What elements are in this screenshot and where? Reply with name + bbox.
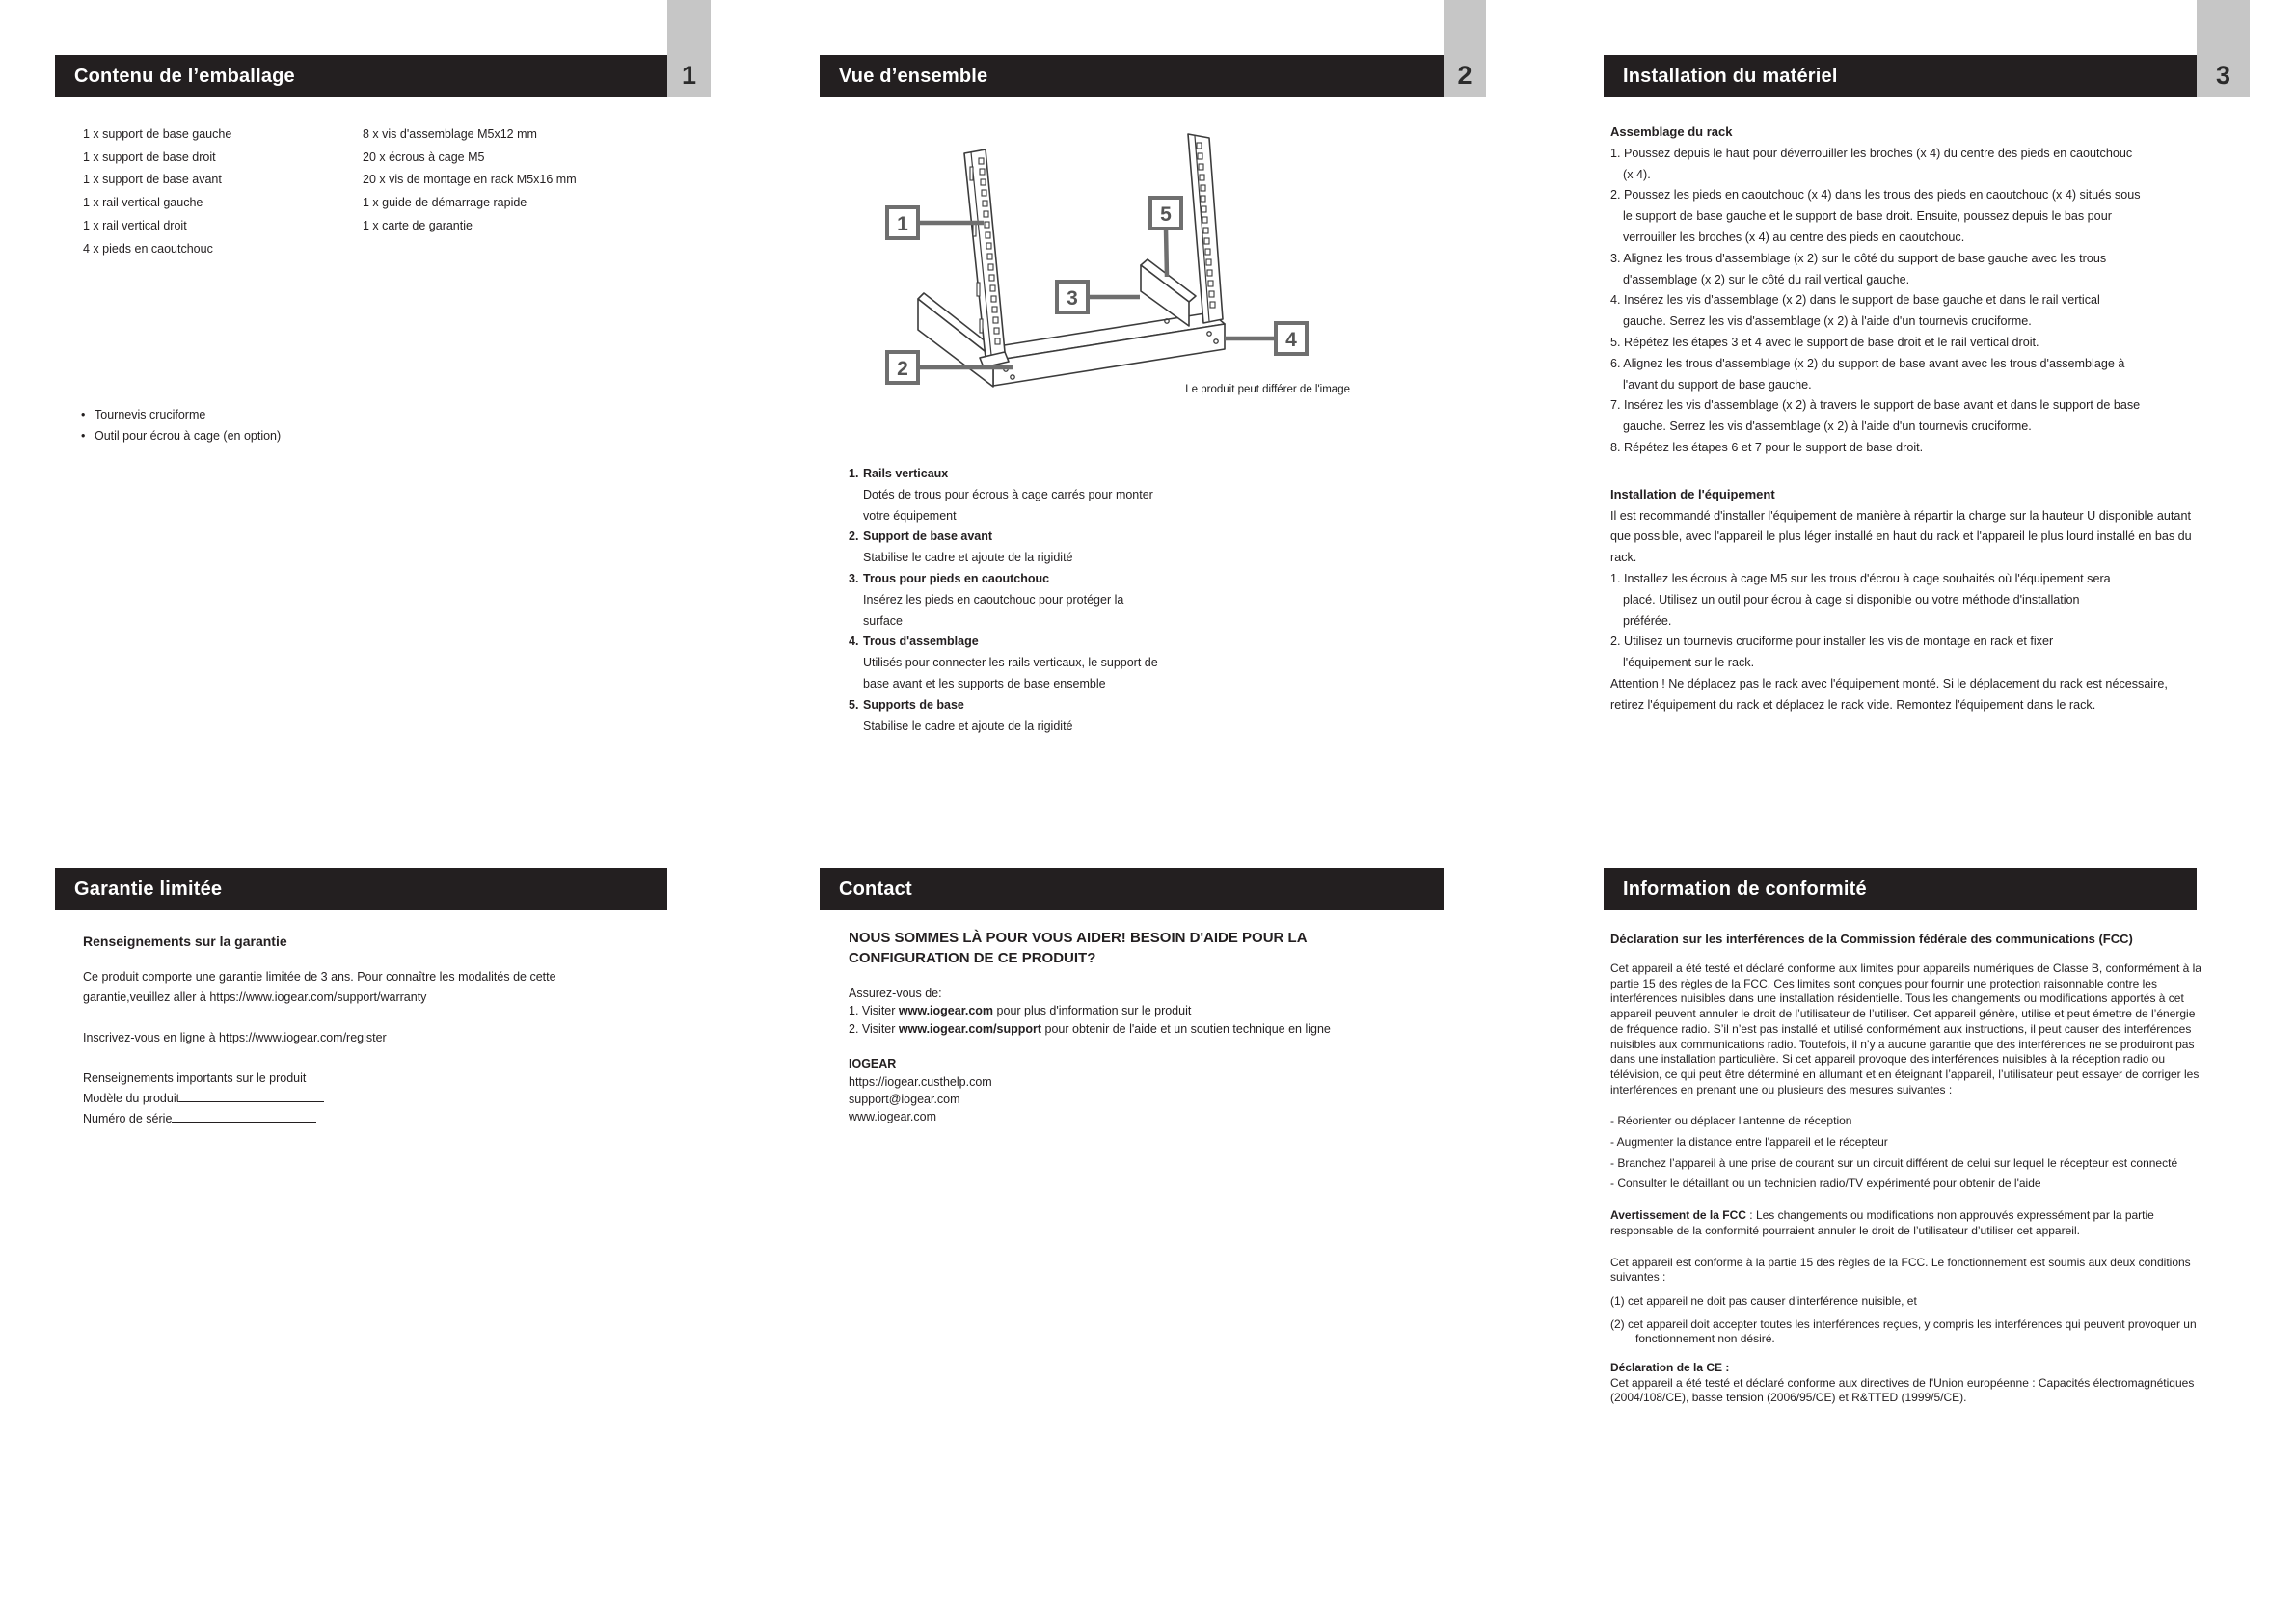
warranty-section: [83, 932, 628, 1129]
fcc-warning: Avertissement de la FCC : Les changements ou modifications non approuvés expressément par la partie responsable de la conformité pourraient annuler le droit de l’utilisateur d’utiliser cet appareil.: [1610, 1208, 2154, 1237]
website-link: www.iogear.com/support: [898, 1021, 1042, 1036]
section-title: Contenu de l’emballage: [74, 65, 295, 87]
model-blank-line: [179, 1090, 324, 1102]
contact-headline: NOUS SOMMES LÀ POUR VOUS AIDER! BESOIN D'AIDE POUR LA CONFIGURATION DE CE PRODUIT?: [849, 930, 1307, 966]
packing-item: 20 x écrous à cage M5: [363, 149, 485, 164]
equipment-intro: Il est recommandé d'installer l'équipement de manière à répartir la charge sur la hauteur U disponible autant que possible, avec l'appareil le plus léger installé en haut du rack et l'appareil le plus lourd installé en bas du rack.: [1610, 508, 2192, 565]
remedy-item: - Augmenter la distance entre l'appareil et le récepteur: [1610, 1135, 1888, 1150]
requirement-item: • Outil pour écrou à cage (en option): [81, 425, 281, 447]
section-title: Vue d’ensemble: [839, 65, 988, 87]
bullet-icon: •: [81, 429, 86, 443]
callout-5: [1150, 198, 1181, 229]
website-link: www.iogear.com: [898, 1004, 994, 1018]
equipment-step: 2. Utilisez un tournevis cruciforme pour installer les vis de montage en rack et fixer l'équipement sur le rack.: [1610, 635, 2054, 670]
section-title: Garantie limitée: [74, 878, 223, 900]
packing-item: 1 x rail vertical gauche: [83, 196, 203, 210]
svg-text:1: 1: [897, 213, 908, 235]
callout-3: [1057, 282, 1088, 312]
svg-text:2: 2: [897, 358, 908, 380]
equipment-step: 1. Installez les écrous à cage M5 sur les trous d'écrou à cage souhaités où l'équipement sera placé. Utilisez un outil pour écrou à cage si disponible ou votre méthode d'installation préférée.: [1610, 571, 2111, 628]
packing-item: 1 x support de base droit: [83, 149, 216, 164]
rack-step: 6. Alignez les trous d'assemblage (x 2) du support de base avant avec les trous d'assemblage à l'avant du support de base gauche.: [1610, 356, 2125, 392]
packing-item: 20 x vis de montage en rack M5x16 mm: [363, 173, 577, 187]
packing-item: 1 x carte de garantie: [363, 218, 473, 232]
leader-5: [1166, 229, 1167, 277]
rack-step: 7. Insérez les vis d'assemblage (x 2) à travers le support de base avant et dans le support de base gauche. Serrez les vis d'assemblage (x 2) à l'aide d'un tournevis cruciforme.: [1610, 398, 2141, 434]
warranty-subtitle: Renseignements sur la garantie: [83, 934, 287, 949]
header-packing: [55, 55, 667, 97]
requirements-list: [81, 404, 281, 447]
page-tab-1: [667, 0, 711, 97]
svg-text:5: 5: [1160, 203, 1172, 226]
page-number: 3: [2215, 61, 2231, 90]
serial-line: Numéro de série: [83, 1109, 628, 1129]
contact-links: [849, 1073, 1456, 1126]
warranty-terms: Ce produit comporte une garantie limitée de 3 ans. Pour connaître les modalités de cette garantie,veuillez aller à https://www.iogear.com/support/warranty: [83, 970, 556, 1004]
warranty-important: Renseignements importants sur le produit: [83, 1071, 307, 1085]
model-line: Modèle du produit: [83, 1089, 628, 1109]
condition-item: (2) cet appareil doit accepter toutes les interférences reçues, y compris les interférences qui peuvent provoquer un fonctionnement non désiré.: [1610, 1316, 2197, 1346]
rack-diagram: [849, 130, 1350, 402]
remedy-item: - Consulter le détaillant ou un technicien radio/TV expérimenté pour obtenir de l'aide: [1610, 1177, 2041, 1191]
section-title: Contact: [839, 878, 912, 900]
compliance-section: [1610, 932, 2208, 1406]
legend-item: 1. Rails verticaux Dotés de trous pour écrous à cage carrés pour monter votre équipement: [849, 467, 1153, 523]
remedy-item: - Réorienter ou déplacer l'antenne de réception: [1610, 1114, 1852, 1128]
rack-steps: [1610, 144, 2202, 459]
packing-item: 1 x rail vertical droit: [83, 218, 187, 232]
svg-text:4: 4: [1285, 329, 1297, 351]
equipment-heading: Installation de l'équipement: [1610, 486, 1775, 501]
page-number: 2: [1457, 61, 1472, 90]
page-tab-2: [1444, 0, 1486, 97]
packing-list-left: [83, 123, 231, 260]
section-title: Installation du matériel: [1623, 65, 1838, 87]
rack-step: 5. Répétez les étapes 3 et 4 avec le support de base droit et le rail vertical droit.: [1610, 335, 2039, 349]
fcc-conditions: [1610, 1294, 2208, 1347]
diagram-legend: [849, 464, 1263, 737]
contact-step: 2. Visiter www.iogear.com/support pour obtenir de l'aide et un soutien technique en ligne: [849, 1021, 1331, 1036]
section-title: Information de conformité: [1623, 878, 1867, 900]
header-installation: [1604, 55, 2197, 97]
header-warranty: [55, 868, 667, 910]
packing-item: 8 x vis d'assemblage M5x12 mm: [363, 127, 537, 141]
contact-link: support@iogear.com: [849, 1093, 960, 1107]
ce-body: Cet appareil a été testé et déclaré conforme aux directives de l'Union européenne : Capacités électromagnétiques (2004/108/CE), basse tension (2006/95/CE) et R&TTED (1999/5/CE).: [1610, 1375, 2195, 1405]
page-number: 1: [681, 61, 697, 90]
warranty-register: Inscrivez-vous en ligne à https://www.iogear.com/register: [83, 1031, 387, 1044]
rack-step: 2. Poussez les pieds en caoutchouc (x 4) dans les trous des pieds en caoutchouc (x 4) situés sous le support de base gauche et le support de base droit. Ensuite, poussez depuis le bas pour verrouiller les broches (x 4) au centre des pieds en caoutchouc.: [1610, 188, 2141, 244]
fcc-statement: Cet appareil a été testé et déclaré conforme aux limites pour appareils numériques de Classe B, conformément à la partie 15 des règles de la FCC. Ces limites sont conçues pour fournir une protection raisonnable contre les interférences nuisibles dans une installation résidentielle. Tous les changements ou modifications apportés à cet appareil peuvent annuler le droit de l’utilisateur de l’utiliser. Cet appareil génère, utilise et peut émettre de l’énergie de fréquence radio. S’il n’est pas installé et utilisé conformément aux instructions, il peut causer des interférences nuisibles aux communications radio. Toutefois, il n’y a aucune garantie que des interférences ne se produiront pas dans une installation particulière. Si cet appareil provoque des interférences nuisibles à la réception radio ou télévision, ce qui peut être déterminé en allumant et en éteignant l’appareil, l’utilisateur peut essayer de corriger les interférences en prenant une ou plusieurs des mesures suivantes :: [1610, 961, 2201, 1096]
packing-item: 1 x guide de démarrage rapide: [363, 196, 527, 210]
contact-link: www.iogear.com: [849, 1110, 937, 1124]
contact-section: [849, 928, 1456, 1126]
brand-name: IOGEAR: [849, 1057, 897, 1071]
rack-step: 4. Insérez les vis d'assemblage (x 2) dans le support de base gauche et dans le rail vertical gauche. Serrez les vis d'assemblage (x 2) à l'aide d'un tournevis cruciforme.: [1610, 293, 2100, 329]
ce-heading: Déclaration de la CE :: [1610, 1361, 1730, 1375]
page-tab-3: [2197, 0, 2250, 97]
caution-note: Attention ! Ne déplacez pas le rack avec l'équipement monté. Si le déplacement du rack est nécessaire, retirez l'équipement du rack et déplacez le rack vide. Remontez l'équipement dans le rack.: [1610, 676, 2168, 712]
ce-declaration: [1610, 1361, 2208, 1406]
rack-step: 8. Répétez les étapes 6 et 7 pour le support de base droit.: [1610, 440, 1924, 454]
rack-step: 3. Alignez les trous d'assemblage (x 2) sur le côté du support de base gauche avec les trous d'assemblage (x 2) sur le côté du rail vertical gauche.: [1610, 251, 2107, 286]
diagram-caption: Le produit peut différer de l'image: [1185, 384, 1350, 395]
bullet-icon: •: [81, 408, 86, 421]
legend-item: 4. Trous d'assemblage Utilisés pour connecter les rails verticaux, le support de base avant et les supports de base ensemble: [849, 635, 1158, 690]
packing-list-right: [363, 123, 577, 238]
condition-item: (1) cet appareil ne doit pas causer d'interférence nuisible, et: [1610, 1293, 1917, 1308]
header-overview: [820, 55, 1444, 97]
installation-section: [1610, 122, 2202, 717]
equipment-steps: [1610, 569, 2202, 674]
header-contact: [820, 868, 1444, 910]
contact-intro: Assurez-vous de:: [849, 987, 942, 1000]
callout-4: [1276, 323, 1307, 354]
requirement-item: • Tournevis cruciforme: [81, 404, 281, 425]
fcc-remedies: [1610, 1114, 2208, 1192]
contact-step: 1. Visiter www.iogear.com pour plus d'information sur le produit: [849, 1004, 1192, 1018]
legend-item: 3. Trous pour pieds en caoutchouc Insérez les pieds en caoutchouc pour protéger la surface: [849, 571, 1124, 628]
callout-1: [887, 207, 918, 238]
contact-link: https://iogear.custhelp.com: [849, 1074, 992, 1089]
remedy-item: - Branchez l’appareil à une prise de courant sur un circuit différent de celui sur lequel le récepteur est connecté: [1610, 1155, 2178, 1170]
callout-2: [887, 352, 918, 383]
packing-item: 1 x support de base gauche: [83, 127, 232, 141]
contact-steps: [849, 1002, 1456, 1038]
packing-item: 1 x support de base avant: [83, 173, 222, 187]
svg-text:3: 3: [1067, 287, 1078, 310]
header-compliance: [1604, 868, 2197, 910]
fcc-heading: Déclaration sur les interférences de la Commission fédérale des communications (FCC): [1610, 932, 2133, 946]
serial-blank-line: [172, 1110, 316, 1123]
legend-item: 2. Support de base avant Stabilise le cadre et ajoute de la rigidité: [849, 529, 1073, 565]
rack-assembly-heading: Assemblage du rack: [1610, 124, 1733, 139]
rack-step: 1. Poussez depuis le haut pour déverrouiller les broches (x 4) du centre des pieds en caoutchouc (x 4).: [1610, 146, 2133, 181]
part15-statement: Cet appareil est conforme à la partie 15 des règles de la FCC. Le fonctionnement est soumis aux deux conditions suivantes :: [1610, 1255, 2191, 1285]
legend-item: 5. Supports de base Stabilise le cadre et ajoute de la rigidité: [849, 697, 1073, 733]
packing-item: 4 x pieds en caoutchouc: [83, 241, 213, 256]
